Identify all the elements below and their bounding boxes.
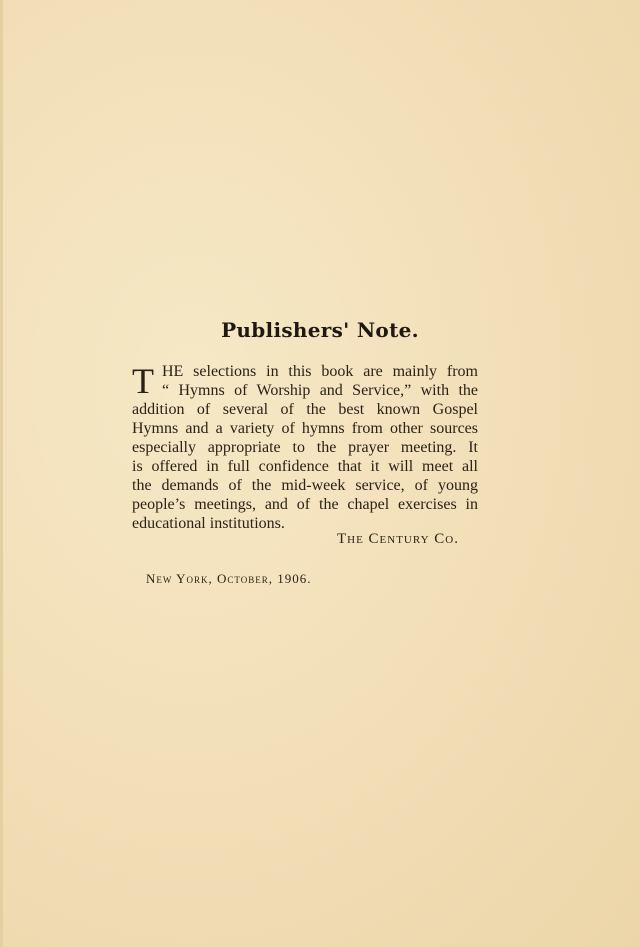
text-line-1-content: HE selections in this book are mainly from xyxy=(162,363,478,380)
dateline: New York, October, 1906. xyxy=(146,571,312,586)
text-line-4: Hymns and a variety of hymns from other sources xyxy=(132,420,478,437)
text-line-6: is offered in full confidence that it will meet all xyxy=(132,458,478,475)
text-line-2: “ Hymns of Worship and Service,” with the xyxy=(162,382,478,399)
text-line-8: people’s meetings, and of the chapel exercises in xyxy=(132,496,478,513)
text-line-9: educational institutions. xyxy=(132,515,285,532)
text-line-3: addition of several of the best known Gospel xyxy=(132,401,478,418)
text-line-5: especially appropriate to the prayer meeting. It xyxy=(132,439,478,456)
text-line-7: the demands of the mid-week service, of young xyxy=(132,477,478,494)
page-edge xyxy=(0,0,3,947)
page-title: Publishers' Note. xyxy=(221,318,419,342)
publishers-note-body xyxy=(132,362,478,533)
signature: The Century Co. xyxy=(336,531,459,547)
drop-cap: T xyxy=(132,361,154,401)
